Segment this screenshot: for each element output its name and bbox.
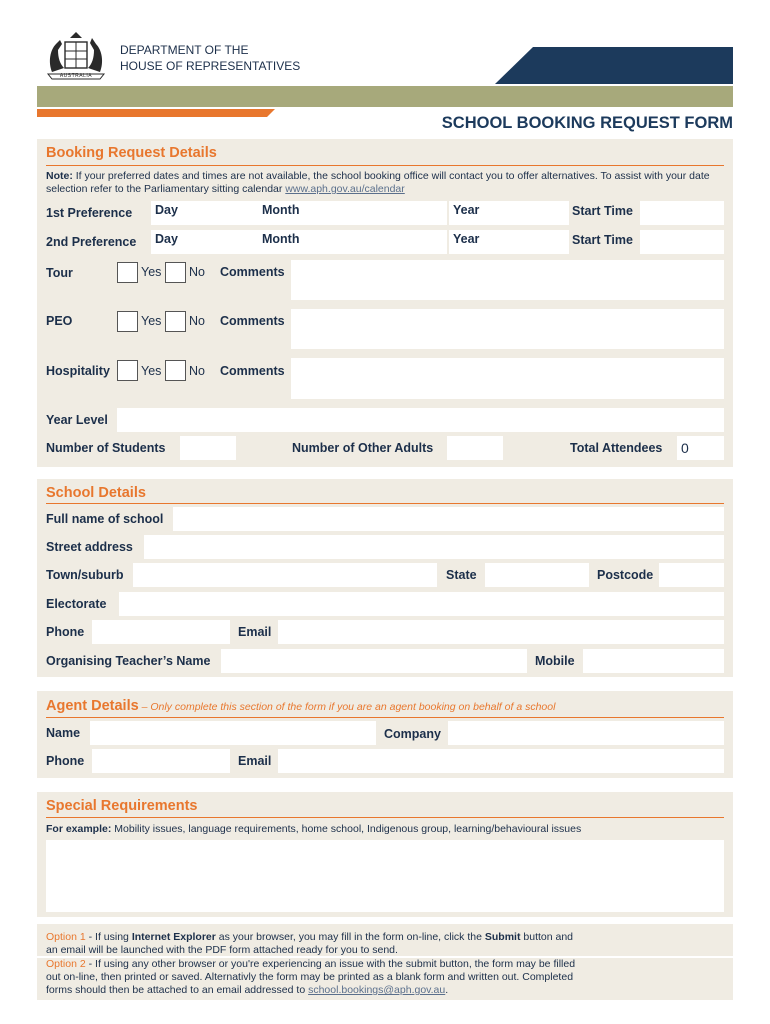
- pref2-label: 2nd Preference: [46, 235, 137, 249]
- school-name-field[interactable]: [173, 507, 724, 531]
- year-level-field[interactable]: [117, 408, 724, 432]
- pref2-year-label: Year: [453, 232, 480, 246]
- hospitality-yes-label: Yes: [141, 364, 162, 378]
- crest-logo: [38, 28, 114, 82]
- option1-a: - If using: [85, 931, 132, 943]
- num-adults-field[interactable]: [447, 436, 503, 460]
- orange-accent-strip: [37, 109, 275, 117]
- note-label: Note:: [46, 170, 73, 182]
- special-requirements-panel: [37, 792, 733, 917]
- tour-comments-field[interactable]: [291, 260, 724, 300]
- option1-label: Option 1: [46, 931, 86, 943]
- peo-yes-label: Yes: [141, 314, 162, 328]
- booking-heading-rule: [46, 165, 724, 166]
- state-field[interactable]: [485, 563, 589, 587]
- agent-company-label: Company: [384, 727, 441, 741]
- pref1-label: 1st Preference: [46, 206, 133, 220]
- agent-email-label: Email: [238, 754, 272, 768]
- department-name-line2: HOUSE OF REPRESENTATIVES: [120, 59, 301, 73]
- agent-email-field[interactable]: [278, 749, 724, 773]
- electorate-label: Electorate: [46, 597, 107, 611]
- pref1-day-label: Day: [155, 203, 178, 217]
- street-address-field[interactable]: [144, 535, 724, 559]
- option2-label: Option 2: [46, 958, 86, 970]
- special-heading-rule: [46, 817, 724, 818]
- year-level-label: Year Level: [46, 413, 108, 427]
- booking-note: [46, 170, 726, 196]
- pref2-start-time-label: Start Time: [572, 233, 633, 247]
- agent-details-panel: [37, 691, 733, 778]
- mobile-field[interactable]: [583, 649, 724, 673]
- hospitality-yes-checkbox[interactable]: [117, 360, 138, 381]
- agent-phone-field[interactable]: [92, 749, 230, 773]
- special-section-heading: Special Requirements: [46, 798, 198, 814]
- option1-text: [46, 931, 586, 957]
- total-attendees-label: Total Attendees: [570, 441, 663, 455]
- option2-text: [46, 958, 576, 997]
- school-phone-label: Phone: [46, 625, 85, 639]
- teacher-name-field[interactable]: [221, 649, 527, 673]
- crest-banner-text: AUSTRALIA: [59, 73, 93, 79]
- school-heading-rule: [46, 503, 724, 504]
- num-students-field[interactable]: [180, 436, 236, 460]
- agent-name-label: Name: [46, 726, 81, 740]
- town-label: Town/suburb: [46, 568, 124, 582]
- agent-section-heading: [46, 698, 555, 714]
- tour-label: Tour: [46, 266, 73, 280]
- hospitality-no-checkbox[interactable]: [165, 360, 186, 381]
- option2-period: .: [445, 984, 449, 996]
- total-attendees-value: 0: [677, 436, 724, 460]
- postcode-label: Postcode: [597, 568, 654, 582]
- agent-subheading: – Only complete this section of the form if you are an agent booking on behalf of a school: [138, 701, 556, 713]
- town-field[interactable]: [133, 563, 437, 587]
- example-text: Mobility issues, language requirements, home school, Indigenous group, learning/behavioural issues: [111, 823, 582, 835]
- tour-yes-label: Yes: [141, 265, 162, 279]
- pref2-month-label: Month: [262, 232, 300, 246]
- special-requirements-field[interactable]: [46, 840, 724, 912]
- school-name-label: Full name of school: [46, 512, 164, 526]
- peo-no-checkbox[interactable]: [165, 311, 186, 332]
- school-phone-field[interactable]: [92, 620, 230, 644]
- school-email-label: Email: [238, 625, 272, 639]
- agent-heading-text: Agent Details: [46, 698, 139, 714]
- agent-phone-label: Phone: [46, 754, 85, 768]
- school-details-panel: [37, 479, 733, 677]
- school-bookings-email-link[interactable]: school.bookings@aph.gov.au: [308, 984, 446, 996]
- hospitality-label: Hospitality: [46, 364, 110, 378]
- pref1-year-label: Year: [453, 203, 480, 217]
- electorate-field[interactable]: [119, 592, 724, 616]
- olive-header-band: [37, 86, 733, 107]
- option1-c: button and an email will be launched with the PDF form attached ready for you to send.: [46, 931, 574, 956]
- agent-heading-rule: [46, 717, 724, 718]
- num-adults-label: Number of Other Adults: [292, 441, 434, 455]
- pref2-start-time-field[interactable]: [640, 230, 724, 254]
- peo-label: PEO: [46, 314, 73, 328]
- booking-section-heading: Booking Request Details: [46, 145, 217, 161]
- pref1-start-time-field[interactable]: [640, 201, 724, 225]
- tour-comments-label: Comments: [220, 265, 285, 279]
- mobile-label: Mobile: [535, 654, 575, 668]
- note-text: If your preferred dates and times are not available, the school booking office will contact you to offer alternatives. To assist with your date selection refer to the Parliamentary sitting calendar: [46, 170, 710, 195]
- hospitality-comments-field[interactable]: [291, 358, 724, 399]
- tour-yes-checkbox[interactable]: [117, 262, 138, 283]
- peo-yes-checkbox[interactable]: [117, 311, 138, 332]
- option1-ie: Internet Explorer: [131, 931, 216, 943]
- peo-comments-label: Comments: [220, 314, 285, 328]
- pref2-day-label: Day: [155, 232, 178, 246]
- street-address-label: Street address: [46, 540, 133, 554]
- teacher-name-label: Organising Teacher’s Name: [46, 654, 211, 668]
- state-label: State: [446, 568, 477, 582]
- form-title: SCHOOL BOOKING REQUEST FORM: [441, 114, 733, 132]
- department-name-line1: DEPARTMENT OF THE: [120, 43, 249, 57]
- tour-no-label: No: [189, 265, 205, 279]
- tour-no-checkbox[interactable]: [165, 262, 186, 283]
- peo-comments-field[interactable]: [291, 309, 724, 349]
- option1-b: as your browser, you may fill in the form on-line, click the: [215, 931, 485, 943]
- pref1-month-label: Month: [262, 203, 300, 217]
- calendar-link[interactable]: www.aph.gov.au/calendar: [285, 183, 405, 195]
- pref1-start-time-label: Start Time: [572, 204, 633, 218]
- school-section-heading: School Details: [46, 485, 146, 501]
- navy-header-bar: [495, 47, 733, 84]
- agent-name-field[interactable]: [90, 721, 376, 745]
- agent-company-field[interactable]: [448, 721, 724, 745]
- option2-body: - If using any other browser or you're experiencing an issue with the submit button, the form may be filled out on-line, then printed or saved. Alternativly the form may be printed as a blank form and written out. Completed forms should then be attached to an email addressed to: [46, 958, 576, 996]
- special-example: [46, 823, 581, 836]
- num-students-label: Number of Students: [46, 441, 166, 455]
- option1-submit: Submit: [484, 931, 521, 943]
- postcode-field[interactable]: [659, 563, 724, 587]
- booking-details-panel: [37, 139, 733, 467]
- hospitality-no-label: No: [189, 364, 205, 378]
- school-email-field[interactable]: [278, 620, 724, 644]
- example-label: For example:: [46, 823, 112, 835]
- hospitality-comments-label: Comments: [220, 364, 285, 378]
- peo-no-label: No: [189, 314, 205, 328]
